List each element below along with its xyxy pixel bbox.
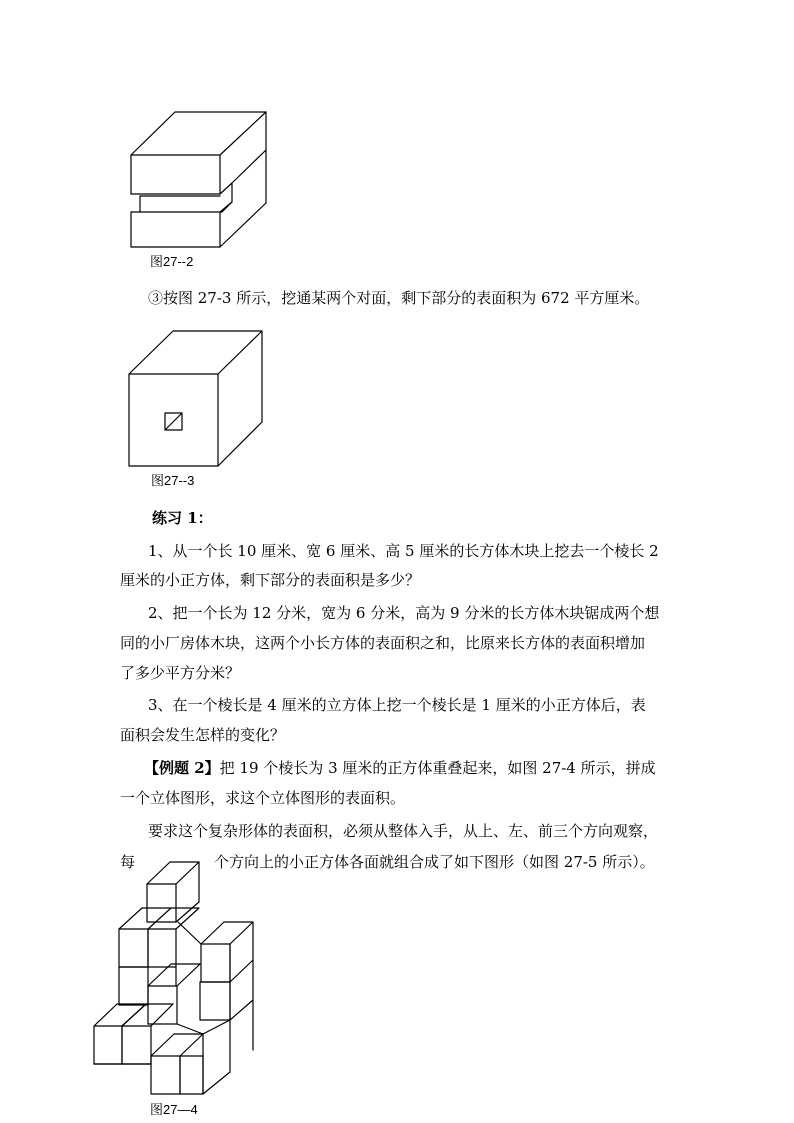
figure-27-2-caption: 图27--2 [150,254,194,269]
solution-word-mei: 每 [120,853,136,871]
figure-27-4-caption: 图27—4 [150,1102,198,1117]
question-2-line-2: 同的小厂房体木块，这两个小长方体的表面积之和，比原来长方体的表面积增加 [120,634,646,652]
example-2-text: 把 19 个棱长为 3 厘米的正方体重叠起来，如图 27-4 所示，拼成 [219,759,656,777]
question-1-line-2: 厘米的小正方体，剩下部分的表面积是多少？ [120,571,421,589]
practice-heading: 练习 1： [152,509,213,527]
item-3-text: ③按图 27-3 所示，挖通某两个对面，剩下部分的表面积为 672 平方厘米。 [148,289,650,307]
example-2-label: 【例题 2】 [144,759,220,777]
question-1-line-1: 1、从一个长 10 厘米、宽 6 厘米、高 5 厘米的长方体木块上挖去一个棱长 2 [148,542,659,560]
question-3-line-2: 面积会发生怎样的变化？ [120,726,286,744]
example-2-line-2: 一个立体图形，求这个立体图形的表面积。 [120,789,406,807]
question-3-line-1: 3、在一个棱长是 4 厘米的立方体上挖一个棱长是 1 厘米的小正方体后，表 [148,696,646,714]
solution-line-2: 个方向上的小正方体各面就组合成了如下图形（如图 27-5 所示）。 [214,853,655,871]
question-2-line-3: 了多少平方分米？ [120,664,241,682]
question-2-line-1: 2、把一个长为 12 分米，宽为 6 分米，高为 9 分米的长方体木块锯成两个想 [148,604,660,622]
solution-line-1: 要求这个复杂形体的表面积，必须从整体入手，从上、左、前三个方向观察， [148,822,659,840]
figure-27-3-caption: 图27--3 [151,473,195,488]
